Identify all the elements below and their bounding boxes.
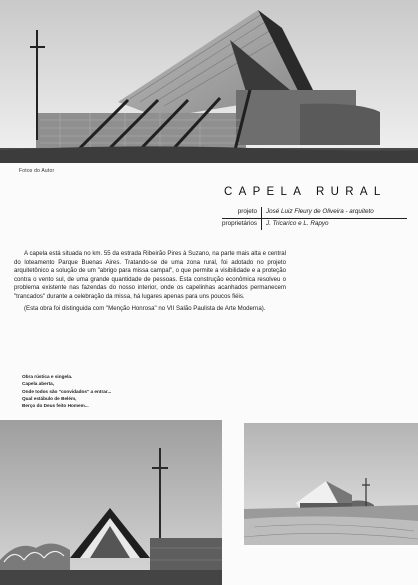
- poem-line: Berço do Deus feito Homem...: [22, 403, 89, 409]
- photo-credit: Fotos do Autor: [19, 168, 55, 174]
- credit-label: projeto: [222, 207, 262, 219]
- credit-value: José Luiz Fleury de Oliveira - arquiteto: [262, 207, 408, 219]
- credits-table: [222, 207, 407, 230]
- poem: [22, 373, 111, 409]
- credit-label: proprietários: [222, 220, 257, 227]
- bottom-left-photo-chapel-front: [0, 420, 222, 585]
- bottom-right-photo-chapel-distant: [244, 423, 418, 545]
- poem-line: Obra rústica e singela.: [22, 374, 73, 379]
- credit-value: J. Tricarico e L. Rapyo: [262, 219, 408, 231]
- poem-line: Onde todos são "convidados" a entrar...: [22, 388, 112, 394]
- poem-line: Qual estábulo de Belém,: [22, 395, 77, 401]
- body-paragraph: A capela está situada no km. 55 da estrada Ribeirão Pires à Suzano, na parte mais alta e central do loteamento Parque Buenas Aires. Tratando-se de uma zona rural, foi adotado no projeto arquitetônico a solução de um "abrigo para missa campal", o que permite a visibilidade e a proteção contra o vento sul, de uma grande quantidade de pessoas. Esta construção econômica resolveu o problema existente nas fazendas do nosso interior, onde os capelinhas acanhados permanecem "trancados" durante a celebração da missa, há lugares apenas para uns poucos fiéis.: [14, 250, 286, 300]
- poem-line: Capela aberta,: [22, 381, 55, 387]
- award-note: (Esta obra foi distinguida com "Menção Honrosa" no VII Salão Paulista de Arte Moderna).: [24, 304, 266, 312]
- body-text: [14, 250, 286, 313]
- credit-row-project: [222, 207, 407, 219]
- top-photo-chapel: [0, 0, 418, 163]
- credit-row-owners: [222, 219, 407, 231]
- page-title: CAPELA RURAL: [224, 186, 387, 198]
